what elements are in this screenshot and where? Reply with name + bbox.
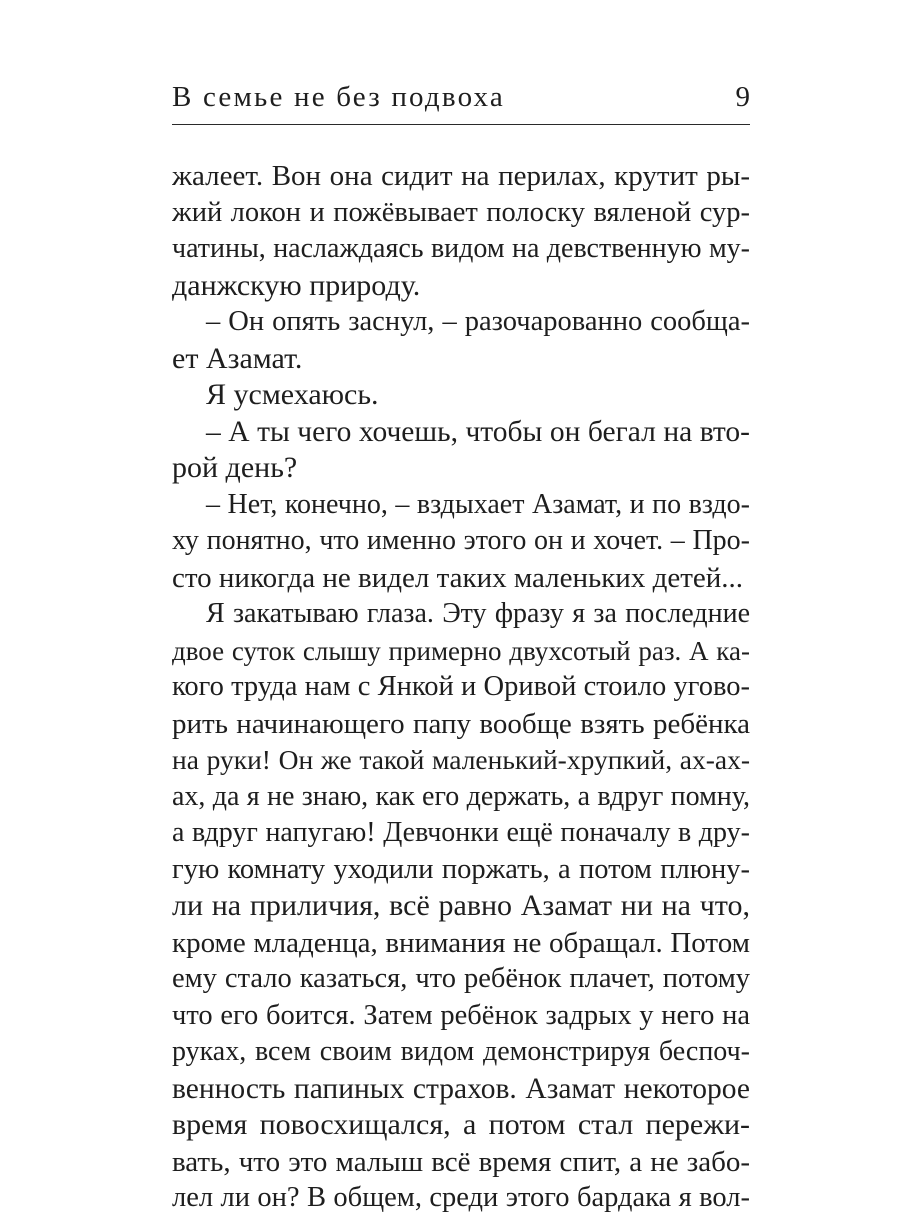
text-line: ах, да я не знаю, как его держать, а вдруг помну,	[172, 780, 750, 812]
text-line: на руки! Он же такой маленький-хрупкий, ах-ах-	[172, 744, 750, 775]
text-line: лел ли он? В общем, среди этого бардака я вол-	[172, 1182, 750, 1213]
running-title: В семье не без подвоха	[172, 81, 505, 113]
text-line: кроме младенца, внимания не обращал. Потом	[172, 926, 750, 959]
text-line: Я усмехаюсь.	[206, 378, 379, 411]
page-number: 9	[735, 81, 750, 113]
text-line: – Нет, конечно, – вздыхает Азамат, и по вздо-	[206, 488, 750, 520]
body-text	[172, 158, 750, 1217]
text-line: ли на приличия, всё равно Азамат ни на что,	[172, 889, 750, 922]
text-line: данжскую природу.	[172, 268, 421, 302]
text-line: жий локон и пожёвывает полоску вяленой сур-	[172, 196, 750, 228]
text-line: рой день?	[172, 451, 298, 484]
text-line: чатины, наслаждаясь видом на девственную му-	[172, 233, 750, 264]
text-line: что его боится. Затем ребёнок задрых у него на	[172, 999, 750, 1031]
text-line: жалеет. Вон она сидит на перилах, крутит ры-	[172, 160, 750, 192]
text-line: время повосхищался, а потом стал пережи-	[172, 1108, 750, 1141]
header-rule	[172, 124, 750, 125]
running-head	[172, 80, 750, 120]
text-line: сто никогда не видел таких маленьких детей...	[172, 561, 744, 594]
text-line: двое суток слышу примерно двухсотый раз. А ка-	[172, 635, 750, 666]
text-line: Я закатываю глаза. Эту фразу я за последние	[206, 598, 750, 629]
text-line: гую комнату уходили поржать, а потом плюну-	[172, 853, 750, 885]
text-line: рить начинающего папу вообще взять ребёнка	[172, 707, 750, 740]
text-line: ет Азамат.	[172, 341, 303, 375]
text-line: – Он опять заснул, – разочарованно сообща-	[206, 306, 750, 337]
text-line: а вдруг напугаю! Девчонки ещё поначалу в дру-	[172, 817, 750, 848]
text-line: ху понятно, что именно этого он и хочет. – Про-	[172, 525, 750, 556]
text-line: венность папиных страхов. Азамат некоторое	[172, 1072, 750, 1105]
text-line: руках, всем своим видом демонстрируя беспоч-	[172, 1036, 750, 1067]
text-line: вать, что это малыш всё время спит, а не забо-	[172, 1145, 750, 1178]
text-line: ему стало казаться, что ребёнок плачет, потому	[172, 963, 750, 994]
text-line: кого труда нам с Янкой и Оривой стоило угово-	[172, 671, 750, 702]
text-line: – А ты чего хочешь, чтобы он бегал на вто-	[206, 415, 750, 448]
